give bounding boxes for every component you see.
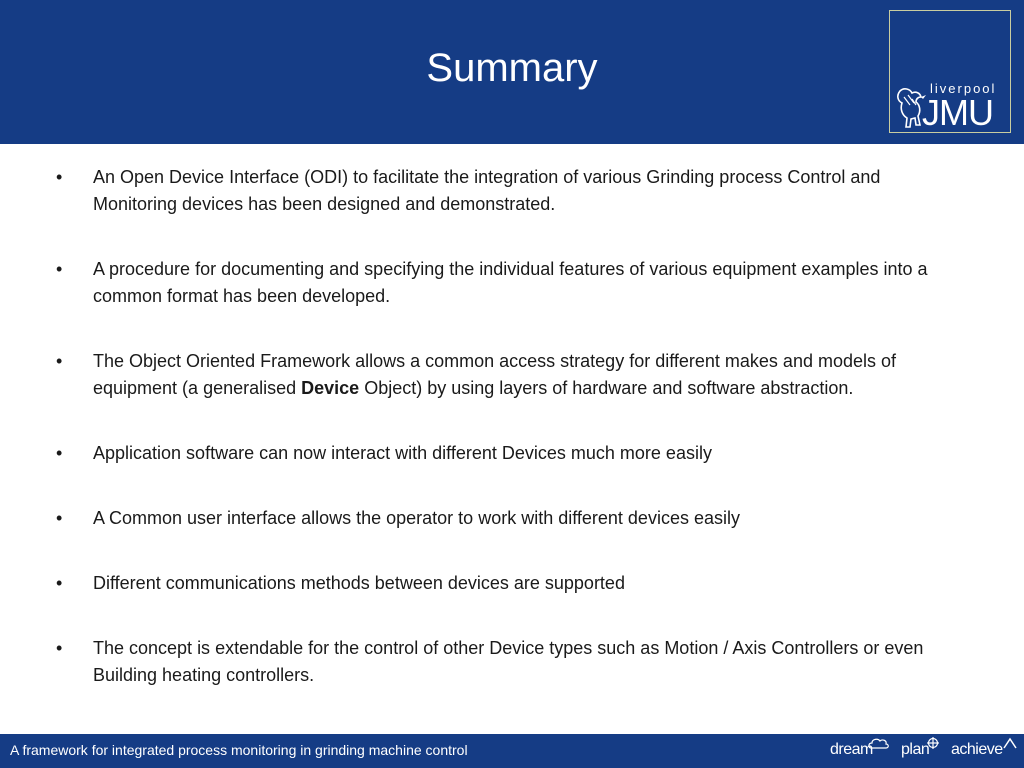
bullet-item xyxy=(56,348,956,402)
bullet-text xyxy=(93,167,880,214)
bullet-text xyxy=(93,638,923,685)
tagline-achieve: achieve xyxy=(951,741,1003,758)
header-bar xyxy=(0,0,1024,144)
text-segment: An Open Device Interface (ODI) to facilitate the integration of various Grinding process Control and Monitoring devices has been designed and demonstrated. xyxy=(93,167,881,214)
footer-bar xyxy=(0,734,1024,768)
tagline-plan: plan xyxy=(901,741,930,758)
bullet-item xyxy=(56,256,956,310)
text-segment: Application software can now interact with different Devices much more easily xyxy=(93,443,712,463)
bullet-text xyxy=(93,508,740,528)
bullet-text xyxy=(93,259,928,306)
footer-text: A framework for integrated process monitoring in grinding machine control xyxy=(10,742,468,758)
bullet-item xyxy=(56,164,956,218)
bullet-marker: • xyxy=(56,259,63,279)
bullet-item xyxy=(56,440,956,467)
slide-title: Summary xyxy=(426,46,598,90)
text-segment: A Common user interface allows the operator to work with different devices easily xyxy=(93,508,740,528)
text-segment: Different communications methods between devices are supported xyxy=(93,573,625,593)
text-segment: A procedure for documenting and specifying the individual features of various equipment examples into a common format has been developed. xyxy=(93,259,928,306)
chevron-swoosh-icon xyxy=(1002,736,1018,750)
bullet-marker: • xyxy=(56,638,63,658)
bullet-marker: • xyxy=(56,443,63,463)
university-logo xyxy=(889,10,1011,133)
text-segment: The Object Oriented Framework allows a common access strategy for different makes and models of equipment (a generalised xyxy=(93,351,897,398)
bullet-marker: • xyxy=(56,167,63,187)
bullet-item xyxy=(56,635,956,689)
logo-text-liverpool: liverpool xyxy=(930,81,997,96)
logo-text-jmu: JMU xyxy=(922,92,993,133)
tagline-dream: dream xyxy=(830,741,873,758)
bullet-text xyxy=(93,351,896,398)
bullet-content xyxy=(56,164,956,727)
bold-term: Device xyxy=(301,378,360,398)
bullet-marker: • xyxy=(56,573,63,593)
text-segment: Object) by using layers of hardware and software abstraction. xyxy=(359,378,854,398)
cloud-icon xyxy=(868,738,890,750)
bullet-list xyxy=(56,164,956,689)
bullet-text xyxy=(93,573,625,593)
bullet-marker: • xyxy=(56,508,63,528)
bullet-item xyxy=(56,570,956,597)
bullet-text xyxy=(93,443,712,463)
bullet-marker: • xyxy=(56,351,63,371)
bullet-item xyxy=(56,505,956,532)
crosshair-icon xyxy=(927,737,939,749)
text-segment: The concept is extendable for the control of other Device types such as Motion / Axis Controllers or even Building heating controllers. xyxy=(93,638,924,685)
